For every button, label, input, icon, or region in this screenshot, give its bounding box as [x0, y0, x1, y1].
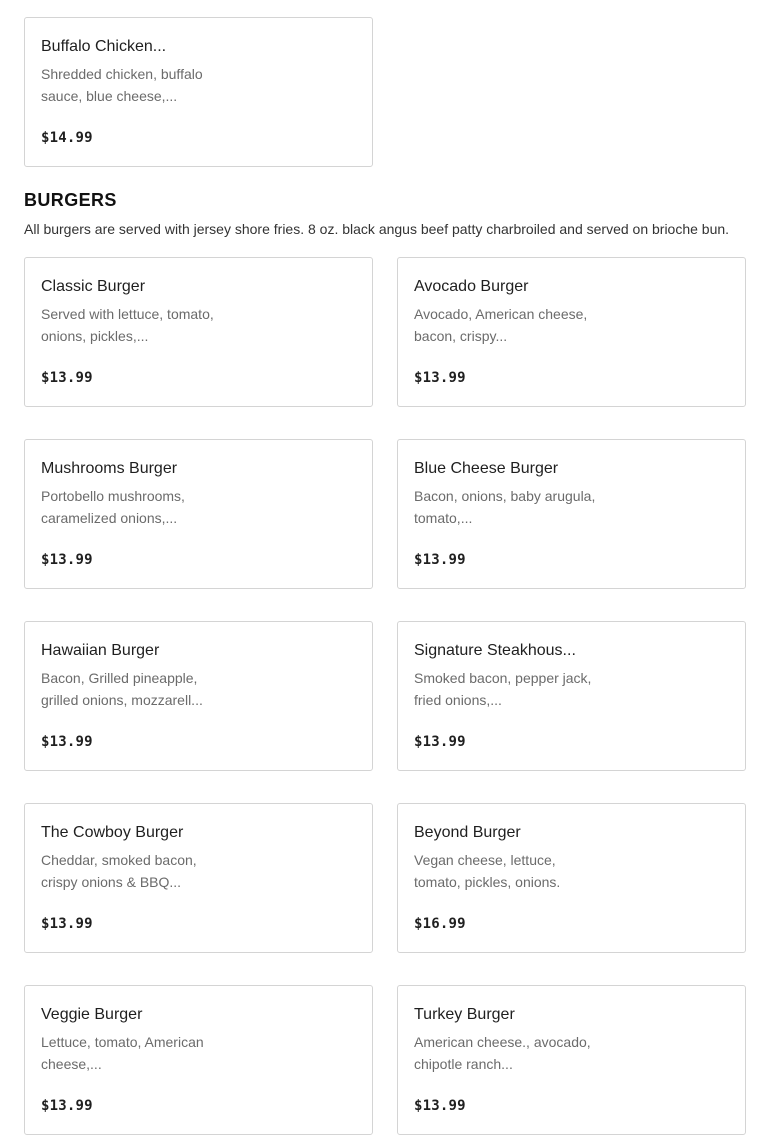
menu-item-card-cowboy-burger[interactable]	[24, 803, 373, 953]
menu-item-description: Bacon, Grilled pineapple, grilled onions, mozzarell...	[41, 670, 203, 708]
menu-item-description: Portobello mushrooms, caramelized onions,...	[41, 488, 185, 526]
menu-item-card-avocado-burger[interactable]	[397, 257, 746, 407]
menu-item-name: Classic Burger	[41, 278, 146, 295]
menu-item-price: $16.99	[414, 916, 466, 932]
menu-item-card-signature-steakhouse[interactable]	[397, 621, 746, 771]
menu-item-price: $13.99	[41, 916, 93, 932]
section-title: BURGERS	[24, 190, 117, 210]
menu-item-price: $14.99	[41, 130, 93, 146]
menu-item-name: Hawaiian Burger	[41, 642, 160, 659]
menu-item-card-veggie-burger[interactable]	[24, 985, 373, 1135]
menu-item-card-classic-burger[interactable]	[24, 257, 373, 407]
menu-item-name: The Cowboy Burger	[41, 824, 184, 841]
menu-item-price: $13.99	[41, 552, 93, 568]
menu-item-name: Mushrooms Burger	[41, 460, 178, 477]
menu-item-description: Avocado, American cheese, bacon, crispy...	[414, 306, 588, 344]
menu-item-card-mushrooms-burger[interactable]	[24, 439, 373, 589]
menu-item-name: Blue Cheese Burger	[414, 460, 559, 477]
menu-item-card-hawaiian-burger[interactable]	[24, 621, 373, 771]
menu-item-description: American cheese., avocado, chipotle ranch...	[414, 1034, 591, 1072]
menu-item-card-blue-cheese-burger[interactable]	[397, 439, 746, 589]
menu-item-price: $13.99	[414, 552, 466, 568]
menu-item-name: Veggie Burger	[41, 1006, 143, 1023]
menu-item-price: $13.99	[41, 734, 93, 750]
menu-item-description: Smoked bacon, pepper jack, fried onions,...	[414, 670, 592, 708]
menu-item-description: Served with lettuce, tomato, onions, pickles,...	[41, 306, 214, 344]
menu-item-card-beyond-burger[interactable]	[397, 803, 746, 953]
menu-item-name: Turkey Burger	[414, 1006, 515, 1023]
menu-item-price: $13.99	[414, 370, 466, 386]
menu-item-card-buffalo-chicken[interactable]	[24, 17, 373, 167]
menu-item-name: Buffalo Chicken...	[41, 38, 167, 55]
menu-item-price: $13.99	[414, 1098, 466, 1114]
menu-item-price: $13.99	[41, 1098, 93, 1114]
menu-item-description: Bacon, onions, baby arugula, tomato,...	[414, 488, 596, 526]
menu-item-card-turkey-burger[interactable]	[397, 985, 746, 1135]
menu-item-name: Beyond Burger	[414, 824, 521, 841]
section-description: All burgers are served with jersey shore fries. 8 oz. black angus beef patty charbroiled and served on brioche bun.	[24, 221, 730, 237]
menu-item-price: $13.99	[414, 734, 466, 750]
menu-item-name: Avocado Burger	[414, 278, 529, 295]
menu-item-description: Cheddar, smoked bacon, crispy onions & BBQ...	[41, 852, 197, 890]
menu-item-description: Lettuce, tomato, American cheese,...	[41, 1034, 204, 1072]
menu-item-description: Vegan cheese, lettuce, tomato, pickles, onions.	[414, 852, 561, 890]
menu-item-price: $13.99	[41, 370, 93, 386]
menu-item-description: Shredded chicken, buffalo sauce, blue cheese,...	[41, 66, 203, 104]
menu-item-name: Signature Steakhous...	[414, 642, 576, 659]
